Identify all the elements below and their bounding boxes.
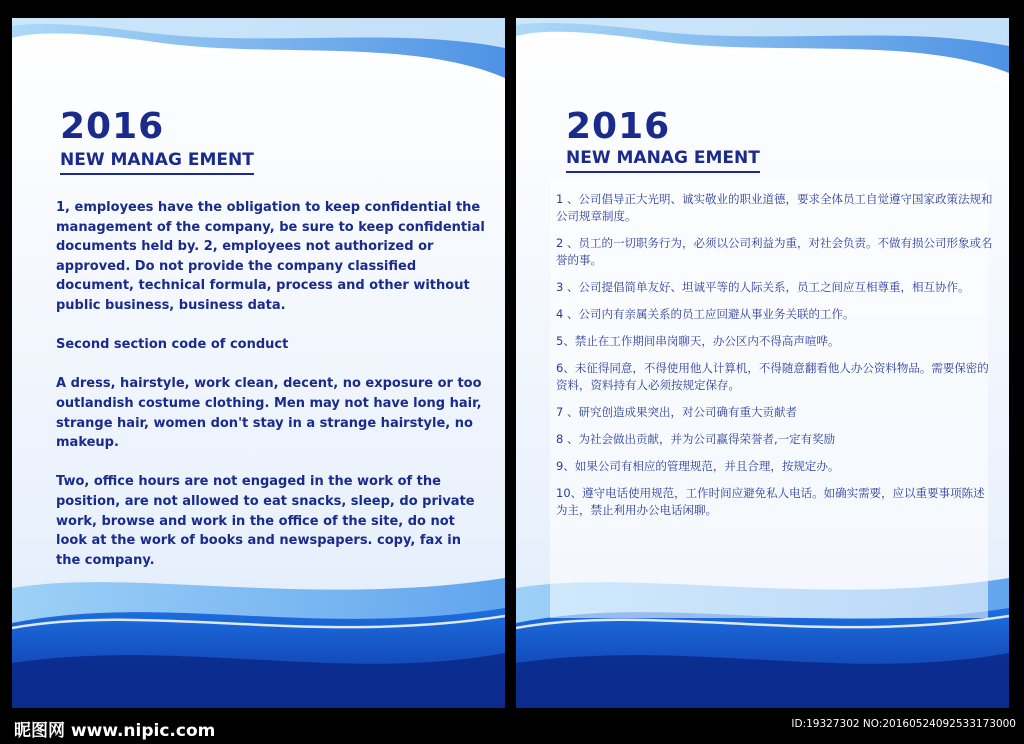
paragraph-dress-code: A dress, hairstyle, work clean, decent, no exposure or too outlandish costume clothing. Men may not have long hair, strange hair, women don't stay in a strange hairstyle, no makeup.: [56, 376, 482, 451]
list-item: 7 、研究创造成果突出，对公司确有重大贡献者: [556, 405, 797, 419]
left-page: [12, 18, 505, 708]
list-item: 10、遵守电话使用规范，工作时间应避免私人电话。如确实需要，应以重要事项陈述为主，禁止利用办公电话闲聊。: [556, 486, 985, 517]
year-heading: 2016: [60, 106, 165, 147]
list-item: 2 、员工的一切职务行为，必须以公司利益为重，对社会负责。不做有损公司形象或名誉的事。: [556, 236, 993, 267]
list-item: 8 、为社会做出贡献，并为公司赢得荣誉者,一定有奖励: [556, 432, 836, 446]
list-item: 4 、公司内有亲属关系的员工应回避从事业务关联的工作。: [556, 307, 855, 321]
image-id-text: ID:19327302 NO:20160524092533173000: [791, 718, 1016, 730]
rules-list: [556, 191, 996, 529]
top-wave-decoration: [516, 18, 1009, 108]
list-item: 1 、公司倡导正大光明、诚实敬业的职业道德，要求全体员工自觉遵守国家政策法规和公司规章制度。: [556, 192, 993, 223]
subtitle: NEW MANAG EMENT: [60, 150, 254, 175]
list-item: 3 、公司提倡简单友好、坦诚平等的人际关系，员工之间应互相尊重，相互协作。: [556, 280, 970, 294]
section-heading: Second section code of conduct: [56, 337, 289, 353]
bottom-wave-decoration: [12, 568, 505, 708]
list-item: 6、未征得同意，不得使用他人计算机，不得随意翻看他人办公资料物品。需要保密的资料，资料持有人必须按规定保存。: [556, 361, 989, 392]
list-item: 5、禁止在工作期间串岗聊天，办公区内不得高声喧哗。: [556, 334, 840, 348]
year-heading: 2016: [566, 106, 671, 147]
top-wave-decoration: [12, 18, 505, 108]
body-text: [56, 198, 486, 590]
paragraph-office-hours: Two, office hours are not engaged in the work of the position, are not allowed to eat snacks, sleep, do private work, browse and work in the office of the site, do not look at the work of books and newspapers. copy, fax in the company.: [56, 474, 475, 568]
paragraph-confidentiality: 1, employees have the obligation to keep confidential the management of the company, be sure to keep confidential documents held by. 2, employees not authorized or approved. Do not provide the company classified document, technical formula, process and other without public business, business data.: [56, 200, 485, 313]
site-watermark-logo: 昵图网 www.nipic.com: [14, 721, 216, 741]
list-item: 9、如果公司有相应的管理规范，并且合理，按规定办。: [556, 459, 840, 473]
subtitle: NEW MANAG EMENT: [566, 148, 760, 173]
right-page: [516, 18, 1009, 708]
